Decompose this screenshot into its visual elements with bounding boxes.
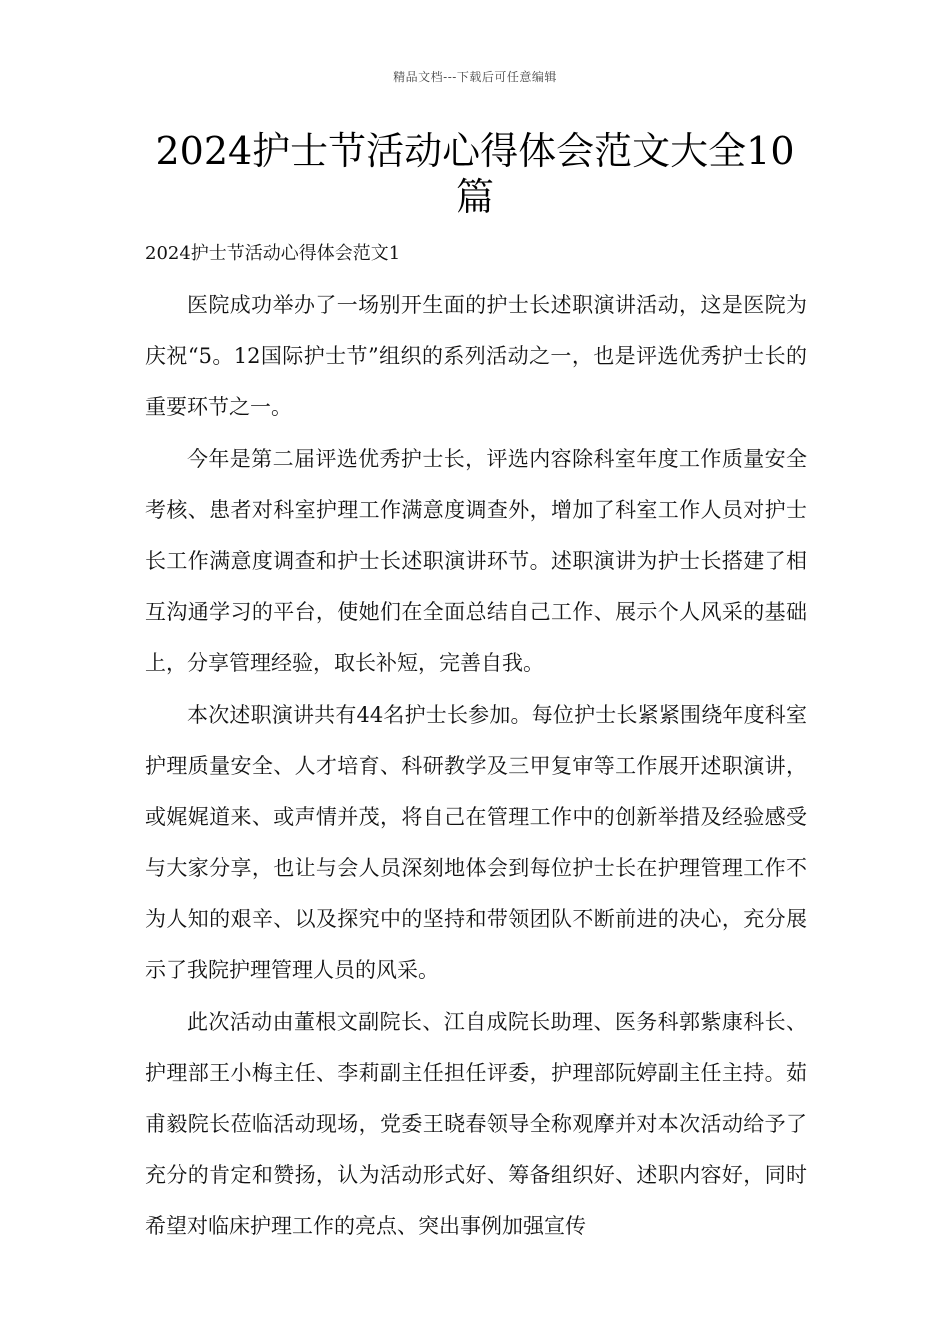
- paragraph-3: 本次述职演讲共有44名护士长参加。每位护士长紧紧围绕年度科室护理质量安全、人才培育、科研教学及三甲复审等工作展开述职演讲，或娓娓道来、或声情并茂，将自己在管理工作中的创新举措及经验感受与大家分享，也让与会人员深刻地体会到每位护士长在护理管理工作不为人知的艰辛、以及探究中的坚持和带领团队不断前进的决心，充分展示了我院护理管理人员的风采。: [145, 703, 807, 982]
- header-note: 精品文档---下载后可任意编辑: [393, 70, 557, 84]
- document-title: 2024护士节活动心得体会范文大全10篇: [155, 129, 795, 219]
- body-text: [145, 280, 807, 1253]
- paragraph-2: 今年是第二届评选优秀护士长，评选内容除科室年度工作质量安全考核、患者对科室护理工作满意度调查外，增加了科室工作人员对护士长工作满意度调查和护士长述职演讲环节。述职演讲为护士长搭建了相互沟通学习的平台，使她们在全面总结自己工作、展示个人风采的基础上，分享管理经验，取长补短，完善自我。: [145, 447, 807, 675]
- paragraph-1: 医院成功举办了一场别开生面的护士长述职演讲活动，这是医院为庆祝“5。12国际护士节”组织的系列活动之一，也是评选优秀护士长的重要环节之一。: [145, 293, 807, 419]
- section-subtitle: 2024护士节活动心得体会范文1: [145, 243, 401, 264]
- paragraph-4: 此次活动由董根文副院长、江自成院长助理、医务科郭紫康科长、护理部王小梅主任、李莉副主任担任评委，护理部阮婷副主任主持。茹甫毅院长莅临活动现场，党委王晓春领导全称观摩并对本次活动给予了充分的肯定和赞扬，认为活动形式好、筹备组织好、述职内容好，同时希望对临床护理工作的亮点、突出事例加强宣传: [145, 1010, 807, 1238]
